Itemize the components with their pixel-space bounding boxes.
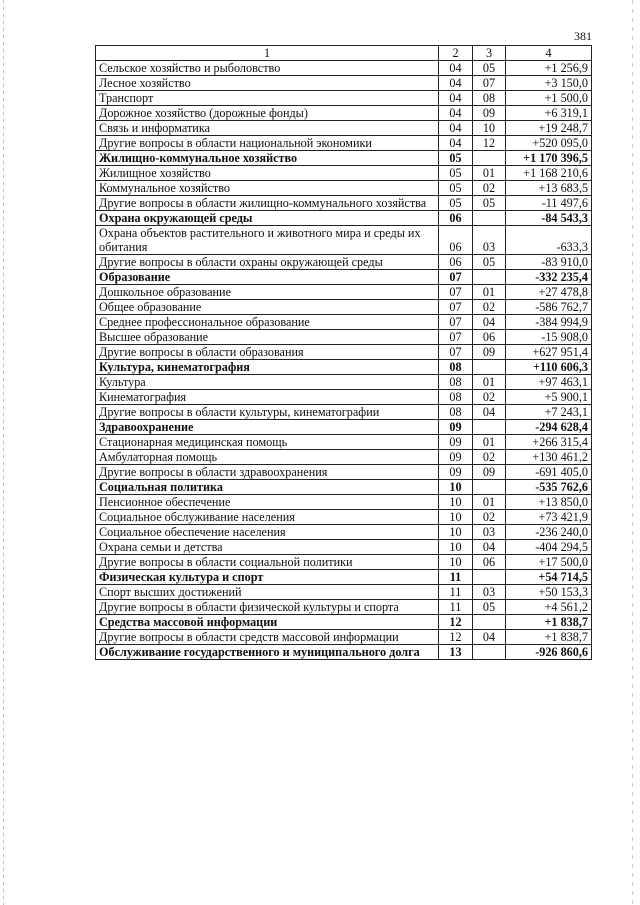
row-name-cell: Физическая культура и спорт: [96, 570, 439, 585]
row-section-cell: 04: [439, 136, 473, 151]
table-row-total: [96, 420, 592, 435]
row-section-cell: 09: [439, 450, 473, 465]
row-section-cell: 07: [439, 285, 473, 300]
table-row: [96, 315, 592, 330]
table-row: [96, 390, 592, 405]
row-name-cell: Образование: [96, 270, 439, 285]
row-amount-cell: +1 500,0: [506, 91, 592, 106]
table-row: [96, 495, 592, 510]
table-row-total: [96, 480, 592, 495]
table-row: [96, 450, 592, 465]
row-section-cell: 10: [439, 495, 473, 510]
row-section-cell: 11: [439, 600, 473, 615]
table-row: [96, 525, 592, 540]
row-section-cell: 07: [439, 330, 473, 345]
row-section-cell: 10: [439, 510, 473, 525]
table-row: [96, 91, 592, 106]
table-row-total: [96, 151, 592, 166]
row-amount-cell: -294 628,4: [506, 420, 592, 435]
row-amount-cell: +50 153,3: [506, 585, 592, 600]
row-section-cell: 05: [439, 151, 473, 166]
row-name-cell: Социальная политика: [96, 480, 439, 495]
row-amount-cell: -84 543,3: [506, 211, 592, 226]
row-amount-cell: +97 463,1: [506, 375, 592, 390]
table-row: [96, 375, 592, 390]
row-subsection-cell: 04: [473, 315, 506, 330]
row-subsection-cell: 01: [473, 375, 506, 390]
row-section-cell: 12: [439, 615, 473, 630]
row-name-cell: Спорт высших достижений: [96, 585, 439, 600]
header-cell-name: 1: [96, 46, 439, 61]
table-row: [96, 136, 592, 151]
row-section-cell: 10: [439, 555, 473, 570]
row-amount-cell: -11 497,6: [506, 196, 592, 211]
row-amount-cell: -384 994,9: [506, 315, 592, 330]
row-section-cell: 06: [439, 226, 473, 255]
header-cell-amount: 4: [506, 46, 592, 61]
row-subsection-cell: 02: [473, 181, 506, 196]
scan-edge-right: [632, 0, 633, 905]
row-amount-cell: +266 315,4: [506, 435, 592, 450]
row-section-cell: 05: [439, 181, 473, 196]
row-name-cell: Жилищно-коммунальное хозяйство: [96, 151, 439, 166]
row-subsection-cell: 06: [473, 555, 506, 570]
row-amount-cell: +627 951,4: [506, 345, 592, 360]
row-name-cell: Социальное обеспечение населения: [96, 525, 439, 540]
table-row-total: [96, 570, 592, 585]
table-row: [96, 181, 592, 196]
row-subsection-cell: 02: [473, 450, 506, 465]
table-row: [96, 196, 592, 211]
table-row: [96, 166, 592, 181]
table-row-total: [96, 270, 592, 285]
row-amount-cell: -15 908,0: [506, 330, 592, 345]
row-amount-cell: +1 170 396,5: [506, 151, 592, 166]
row-name-cell: Другие вопросы в области физической культуры и спорта: [96, 600, 439, 615]
row-amount-cell: +1 838,7: [506, 630, 592, 645]
row-section-cell: 08: [439, 405, 473, 420]
row-name-cell: Среднее профессиональное образование: [96, 315, 439, 330]
row-section-cell: 05: [439, 196, 473, 211]
table-row: [96, 585, 592, 600]
row-section-cell: 13: [439, 645, 473, 660]
row-section-cell: 07: [439, 270, 473, 285]
row-subsection-cell: 02: [473, 390, 506, 405]
row-section-cell: 12: [439, 630, 473, 645]
row-subsection-cell: 09: [473, 465, 506, 480]
row-amount-cell: +4 561,2: [506, 600, 592, 615]
row-section-cell: 10: [439, 525, 473, 540]
row-section-cell: 11: [439, 585, 473, 600]
row-subsection-cell: 04: [473, 540, 506, 555]
row-amount-cell: +3 150,0: [506, 76, 592, 91]
row-subsection-cell: 10: [473, 121, 506, 136]
table-row: [96, 106, 592, 121]
row-amount-cell: +1 256,9: [506, 61, 592, 76]
row-name-cell: Другие вопросы в области охраны окружающей среды: [96, 255, 439, 270]
table-row: [96, 285, 592, 300]
row-subsection-cell: 03: [473, 585, 506, 600]
row-name-cell: Здравоохранение: [96, 420, 439, 435]
table-row-total: [96, 645, 592, 660]
row-name-cell: Другие вопросы в области социальной политики: [96, 555, 439, 570]
table-row: [96, 345, 592, 360]
row-section-cell: 08: [439, 390, 473, 405]
row-section-cell: 11: [439, 570, 473, 585]
row-name-cell: Сельское хозяйство и рыболовство: [96, 61, 439, 76]
row-section-cell: 04: [439, 91, 473, 106]
table-row: [96, 435, 592, 450]
table-row: [96, 600, 592, 615]
row-name-cell: Другие вопросы в области национальной экономики: [96, 136, 439, 151]
row-amount-cell: +7 243,1: [506, 405, 592, 420]
scan-edge-left: [3, 0, 4, 905]
row-section-cell: 04: [439, 76, 473, 91]
table-row: [96, 330, 592, 345]
row-name-cell: Пенсионное обеспечение: [96, 495, 439, 510]
row-subsection-cell: 12: [473, 136, 506, 151]
row-amount-cell: -586 762,7: [506, 300, 592, 315]
table-row: [96, 255, 592, 270]
row-name-cell: Охрана семьи и детства: [96, 540, 439, 555]
row-subsection-cell: [473, 420, 506, 435]
budget-table: [95, 45, 592, 660]
row-subsection-cell: 04: [473, 405, 506, 420]
table-row: [96, 61, 592, 76]
row-name-cell: Транспорт: [96, 91, 439, 106]
row-section-cell: 06: [439, 211, 473, 226]
row-amount-cell: +1 838,7: [506, 615, 592, 630]
row-amount-cell: +19 248,7: [506, 121, 592, 136]
row-section-cell: 10: [439, 480, 473, 495]
row-name-cell: Связь и информатика: [96, 121, 439, 136]
row-subsection-cell: 04: [473, 630, 506, 645]
row-subsection-cell: 08: [473, 91, 506, 106]
row-name-cell: Средства массовой информации: [96, 615, 439, 630]
row-name-cell: Культура: [96, 375, 439, 390]
row-subsection-cell: 02: [473, 510, 506, 525]
row-amount-cell: -535 762,6: [506, 480, 592, 495]
header-cell-section: 2: [439, 46, 473, 61]
row-subsection-cell: 05: [473, 196, 506, 211]
table-row: [96, 465, 592, 480]
row-name-cell: Общее образование: [96, 300, 439, 315]
row-name-cell: Жилищное хозяйство: [96, 166, 439, 181]
row-amount-cell: +130 461,2: [506, 450, 592, 465]
row-subsection-cell: 03: [473, 525, 506, 540]
row-amount-cell: -926 860,6: [506, 645, 592, 660]
row-amount-cell: +6 319,1: [506, 106, 592, 121]
row-subsection-cell: 03: [473, 226, 506, 255]
row-section-cell: 04: [439, 61, 473, 76]
table-row: [96, 555, 592, 570]
row-name-cell: Лесное хозяйство: [96, 76, 439, 91]
row-amount-cell: +520 095,0: [506, 136, 592, 151]
table-row-total: [96, 615, 592, 630]
row-subsection-cell: [473, 270, 506, 285]
row-name-cell: Дорожное хозяйство (дорожные фонды): [96, 106, 439, 121]
row-section-cell: 07: [439, 345, 473, 360]
table-row: [96, 630, 592, 645]
row-name-cell: Другие вопросы в области образования: [96, 345, 439, 360]
row-name-cell: Другие вопросы в области жилищно-коммунального хозяйства: [96, 196, 439, 211]
row-amount-cell: -633,3: [506, 226, 592, 255]
row-amount-cell: -83 910,0: [506, 255, 592, 270]
page-number: 381: [574, 29, 592, 43]
table-row-total: [96, 360, 592, 375]
row-name-cell: Культура, кинематография: [96, 360, 439, 375]
row-subsection-cell: 05: [473, 61, 506, 76]
row-amount-cell: +54 714,5: [506, 570, 592, 585]
row-subsection-cell: 05: [473, 600, 506, 615]
row-subsection-cell: [473, 615, 506, 630]
row-amount-cell: +27 478,8: [506, 285, 592, 300]
row-subsection-cell: [473, 151, 506, 166]
table-row-total: [96, 211, 592, 226]
row-section-cell: 07: [439, 315, 473, 330]
row-subsection-cell: [473, 480, 506, 495]
row-subsection-cell: 01: [473, 285, 506, 300]
row-section-cell: 04: [439, 106, 473, 121]
row-name-cell: Другие вопросы в области средств массовой информации: [96, 630, 439, 645]
row-amount-cell: +13 850,0: [506, 495, 592, 510]
table-row: [96, 121, 592, 136]
row-name-cell: Дошкольное образование: [96, 285, 439, 300]
row-subsection-cell: [473, 360, 506, 375]
row-name-cell: Кинематография: [96, 390, 439, 405]
row-amount-cell: -236 240,0: [506, 525, 592, 540]
row-amount-cell: -404 294,5: [506, 540, 592, 555]
row-section-cell: 08: [439, 360, 473, 375]
table-row: [96, 300, 592, 315]
row-amount-cell: +1 168 210,6: [506, 166, 592, 181]
row-subsection-cell: [473, 211, 506, 226]
row-subsection-cell: 01: [473, 495, 506, 510]
row-name-cell: Охрана окружающей среды: [96, 211, 439, 226]
row-name-cell: Обслуживание государственного и муниципального долга: [96, 645, 439, 660]
table-header-row: [96, 46, 592, 61]
row-section-cell: 09: [439, 420, 473, 435]
row-name-cell: Другие вопросы в области здравоохранения: [96, 465, 439, 480]
row-name-cell: Другие вопросы в области культуры, кинематографии: [96, 405, 439, 420]
row-section-cell: 08: [439, 375, 473, 390]
row-subsection-cell: 05: [473, 255, 506, 270]
row-name-cell: Социальное обслуживание населения: [96, 510, 439, 525]
row-subsection-cell: 09: [473, 345, 506, 360]
row-amount-cell: +110 606,3: [506, 360, 592, 375]
table-row: [96, 510, 592, 525]
row-section-cell: 07: [439, 300, 473, 315]
row-subsection-cell: 01: [473, 166, 506, 181]
row-section-cell: 09: [439, 465, 473, 480]
row-amount-cell: -332 235,4: [506, 270, 592, 285]
table-row: [96, 226, 592, 255]
row-amount-cell: +5 900,1: [506, 390, 592, 405]
row-subsection-cell: [473, 570, 506, 585]
row-section-cell: 10: [439, 540, 473, 555]
table-row: [96, 540, 592, 555]
row-subsection-cell: [473, 645, 506, 660]
row-name-cell: Высшее образование: [96, 330, 439, 345]
table-row: [96, 405, 592, 420]
row-section-cell: 09: [439, 435, 473, 450]
row-amount-cell: +13 683,5: [506, 181, 592, 196]
table-row: [96, 76, 592, 91]
row-name-cell: Коммунальное хозяйство: [96, 181, 439, 196]
row-amount-cell: +17 500,0: [506, 555, 592, 570]
header-cell-subsection: 3: [473, 46, 506, 61]
row-name-cell: Стационарная медицинская помощь: [96, 435, 439, 450]
row-amount-cell: -691 405,0: [506, 465, 592, 480]
row-subsection-cell: 06: [473, 330, 506, 345]
row-section-cell: 04: [439, 121, 473, 136]
row-amount-cell: +73 421,9: [506, 510, 592, 525]
row-section-cell: 06: [439, 255, 473, 270]
row-subsection-cell: 07: [473, 76, 506, 91]
row-name-cell: Охрана объектов растительного и животного мира и среды их обитания: [96, 226, 439, 255]
row-subsection-cell: 02: [473, 300, 506, 315]
row-name-cell: Амбулаторная помощь: [96, 450, 439, 465]
row-section-cell: 05: [439, 166, 473, 181]
row-subsection-cell: 01: [473, 435, 506, 450]
row-subsection-cell: 09: [473, 106, 506, 121]
table-body: [96, 61, 592, 660]
